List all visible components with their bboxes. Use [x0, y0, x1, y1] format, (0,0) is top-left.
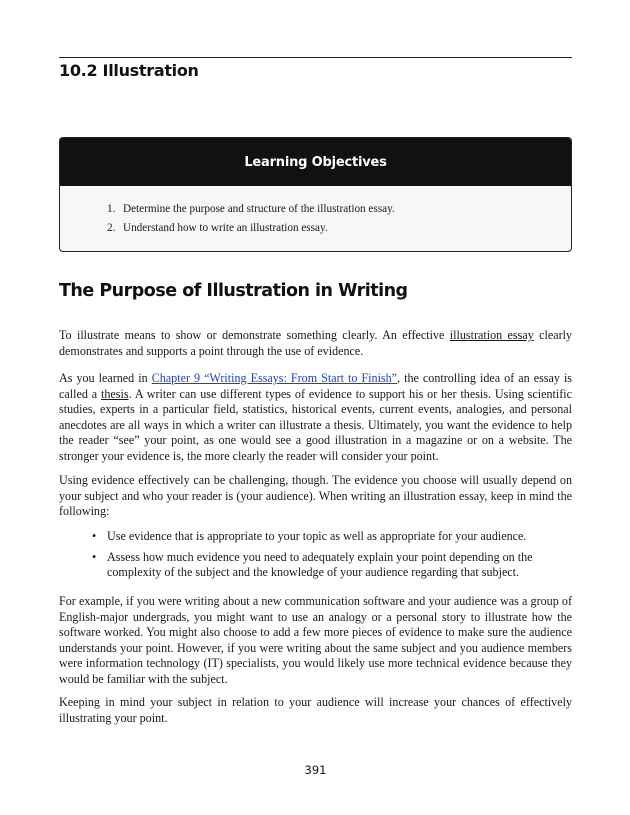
section-heading: The Purpose of Illustration in Writing	[59, 281, 408, 301]
learning-objective-number: 2.	[107, 222, 116, 234]
paragraph-1	[59, 328, 572, 359]
glossary-term-thesis[interactable]: thesis	[101, 386, 129, 401]
bullet-list	[92, 529, 572, 586]
paragraph-text: , the controlling idea of an essay is called a	[59, 371, 573, 401]
paragraph-3: Using evidence effectively can be challenging, though. The evidence you choose will usually depend on your subject and who your reader is (your audience). When writing an illustration essay, keep in mind the following:	[59, 473, 572, 518]
learning-objective-number: 1.	[107, 203, 116, 215]
learning-objective-text: Understand how to write an illustration essay.	[123, 222, 328, 234]
paragraph-text: clearly demonstrates and supports a point through the use of evidence.	[59, 328, 573, 358]
paragraph-2	[59, 371, 572, 464]
learning-objective-text: Determine the purpose and structure of the illustration essay.	[123, 203, 395, 215]
paragraph-text: . A writer can use different types of evidence to support his or her thesis. Using scientific studies, experts in a particular field, statistics, historical events, current events, analogies, and personal anecdotes are all ways in which a writer can illustrate a thesis. Ultimately, you want the evidence to help the reader “see” your point, as one would see a good illustration in a magazine or on a website. The stronger your evidence is, the more clearly the reader will consider your point.	[59, 386, 572, 463]
bullet-item	[92, 529, 572, 545]
paragraph-4: For example, if you were writing about a new communication software and your audience was a group of English-major undergrads, you might want to use an analogy or a personal story to illustrate how the software worked. You might also choose to add a few more pieces of evidence to make sure the audience understands your point. However, if you were writing about the same subject and you audience members were information technology (IT) specialists, you would likely use more technical evidence because they would be familiar with the subject.	[59, 594, 572, 686]
section-title: 10.2 Illustration	[59, 61, 199, 80]
learning-objective-item	[107, 219, 395, 238]
learning-objectives-list	[107, 200, 395, 238]
learning-objectives-box	[59, 137, 572, 252]
glossary-term-illustration-essay[interactable]: illustration essay	[449, 328, 534, 342]
paragraph-5: Keeping in mind your subject in relation to your audience will increase your chances of effectively illustrating your point.	[59, 695, 572, 725]
top-rule-divider	[59, 57, 572, 58]
bullet-dot-icon: •	[92, 549, 97, 564]
bullet-dot-icon: •	[92, 529, 97, 543]
paragraph-text: To illustrate means to show or demonstrate something clearly. An effective	[59, 328, 450, 342]
bullet-item	[92, 550, 572, 581]
paragraph-text: As you learned in	[59, 371, 152, 385]
bullet-text: Use evidence that is appropriate to your topic as well as appropriate for your audience.	[107, 529, 527, 543]
learning-objectives-title: Learning Objectives	[60, 138, 571, 186]
bullet-text: Assess how much evidence you need to adequately explain your point depending on the complexity of the subject and the knowledge of your audience regarding that subject.	[107, 549, 533, 579]
learning-objective-item	[107, 200, 395, 219]
chapter-9-link[interactable]: Chapter 9 “Writing Essays: From Start to Finish”	[151, 371, 398, 385]
page-number: 391	[304, 763, 327, 777]
